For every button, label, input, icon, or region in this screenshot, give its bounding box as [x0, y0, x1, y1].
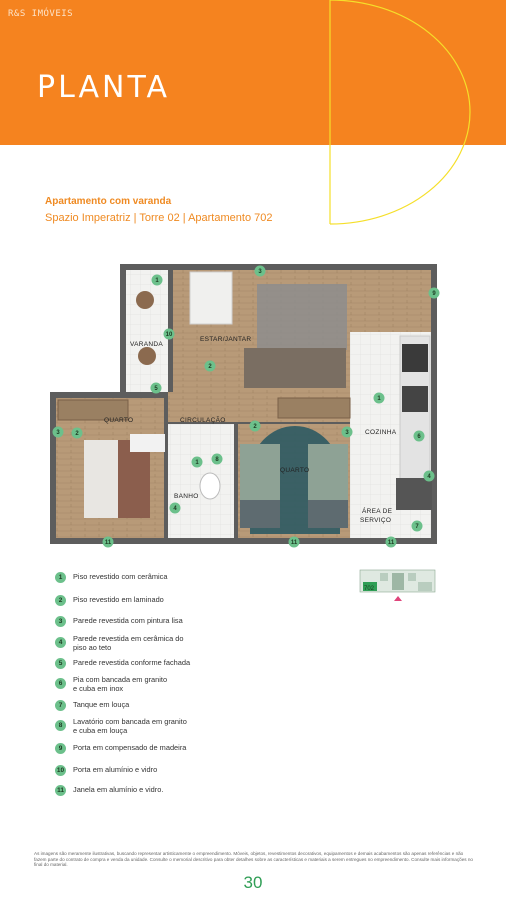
dining-table — [190, 272, 232, 324]
svg-text:9: 9 — [432, 291, 436, 297]
north-indicator-icon — [394, 596, 402, 601]
marker-7 — [412, 521, 423, 532]
legend-number: 5 — [55, 658, 66, 669]
svg-text:1: 1 — [195, 460, 199, 466]
svg-text:11: 11 — [104, 540, 112, 546]
svg-text:6: 6 — [417, 434, 421, 440]
marker-1 — [152, 275, 163, 286]
legend-number: 10 — [56, 767, 65, 774]
svg-text:4: 4 — [173, 506, 177, 512]
svg-text:3: 3 — [56, 430, 60, 436]
legend-item — [55, 785, 223, 796]
legend-number: 8 — [55, 720, 66, 731]
svg-text:3: 3 — [258, 269, 262, 275]
legend-number: 9 — [55, 743, 66, 754]
disclaimer: As imagens são meramente ilustrativas, buscando representar artisticamente o empreendimento. Móveis, objetos, revestimentos decorativos, equipamentos e demais acabamentos são apenas referências e não fazem parte do contrato de compra e venda da unidade. Consulte o memorial descritivo para obter detalhes sobre as características e materiais a serem entregues no empreendimento. Consulte mais informações no final do material. — [34, 851, 473, 868]
marker-3 — [53, 427, 64, 438]
label-cozinha: COZINHA — [365, 429, 397, 436]
marker-4 — [170, 503, 181, 514]
marker-3 — [255, 266, 266, 277]
marker-6 — [414, 431, 425, 442]
label-quarto-2: QUARTO — [280, 467, 310, 474]
key-plan-label: 702 — [364, 586, 375, 592]
legend-number: 11 — [55, 785, 66, 796]
svg-text:11: 11 — [387, 540, 395, 546]
marker-3 — [342, 427, 353, 438]
marker-2 — [72, 428, 83, 439]
legend-text: Lavatório com bancada em granito e cuba em louça — [73, 717, 187, 735]
legend-item — [55, 675, 223, 693]
legend-item — [55, 717, 223, 735]
legend-item — [55, 572, 223, 583]
legend-item — [55, 765, 223, 776]
marker-11 — [289, 537, 300, 548]
legend-text: Piso revestido em laminado — [73, 595, 164, 604]
legend-number: 7 — [55, 700, 66, 711]
legend-item — [55, 743, 223, 754]
label-area-servico-1: ÁREA DE — [362, 508, 393, 515]
label-circulacao: CIRCULAÇÃO — [180, 417, 226, 424]
svg-text:2: 2 — [253, 424, 257, 430]
brand-watermark: R&S IMÓVEIS — [8, 9, 74, 19]
svg-text:2: 2 — [208, 364, 212, 370]
key-plan — [358, 568, 438, 604]
legend-number: 6 — [55, 678, 66, 689]
svg-text:10: 10 — [165, 332, 173, 338]
living-rug — [257, 284, 347, 350]
svg-text:11: 11 — [290, 540, 298, 546]
room-varanda — [126, 270, 168, 392]
page-number: 30 — [243, 873, 263, 892]
marker-11 — [386, 537, 397, 548]
legend-item — [55, 634, 223, 652]
legend-text: Parede revestida conforme fachada — [73, 658, 191, 667]
page-title: PLANTA — [37, 70, 170, 105]
legend-number: 3 — [55, 616, 66, 627]
marker-1 — [374, 393, 385, 404]
marker-11 — [103, 537, 114, 548]
legend-number: 1 — [55, 572, 66, 583]
legend-text: Porta em compensado de madeira — [73, 743, 187, 752]
legend-item — [55, 595, 223, 606]
marker-5 — [151, 383, 162, 394]
svg-text:1: 1 — [155, 278, 159, 284]
apartment-details: Spazio Imperatriz | Torre 02 | Apartamento 702 — [45, 212, 273, 224]
label-banho: BANHO — [174, 493, 199, 500]
floor-plan — [50, 264, 440, 554]
legend-number: 2 — [55, 595, 66, 606]
legend-text: Janela em alumínio e vidro. — [73, 785, 164, 794]
marker-2 — [250, 421, 261, 432]
svg-text:3: 3 — [345, 430, 349, 436]
svg-text:4: 4 — [427, 474, 431, 480]
svg-text:5: 5 — [154, 386, 158, 392]
marker-9 — [429, 288, 440, 299]
label-estar: ESTAR/JANTAR — [200, 336, 252, 343]
legend-text: Parede revestida com pintura lisa — [73, 616, 183, 625]
legend-item — [55, 616, 223, 627]
sofa — [244, 348, 346, 388]
svg-text:7: 7 — [415, 524, 419, 530]
legend-item — [55, 658, 223, 669]
svg-text:2: 2 — [75, 431, 79, 437]
svg-text:1: 1 — [377, 396, 381, 402]
legend-text: Pia com bancada em granito e cuba em inox — [73, 675, 168, 693]
legend-text: Porta em alumínio e vidro — [73, 765, 158, 774]
svg-text:8: 8 — [215, 457, 219, 463]
marker-1 — [192, 457, 203, 468]
legend-text: Piso revestido com cerâmica — [73, 572, 168, 581]
label-varanda: VARANDA — [130, 341, 164, 348]
legend-text: Tanque em louça — [73, 700, 130, 709]
marker-10 — [164, 329, 175, 340]
marker-2 — [205, 361, 216, 372]
label-quarto-1: QUARTO — [104, 417, 134, 424]
marker-8 — [212, 454, 223, 465]
marker-4 — [424, 471, 435, 482]
legend-text: Parede revestida em cerâmica do piso ao teto — [73, 634, 184, 652]
legend-number: 4 — [55, 637, 66, 648]
label-area-servico-2: SERVIÇO — [360, 517, 392, 524]
apartment-type: Apartamento com varanda — [45, 196, 172, 207]
legend-item — [55, 700, 223, 711]
